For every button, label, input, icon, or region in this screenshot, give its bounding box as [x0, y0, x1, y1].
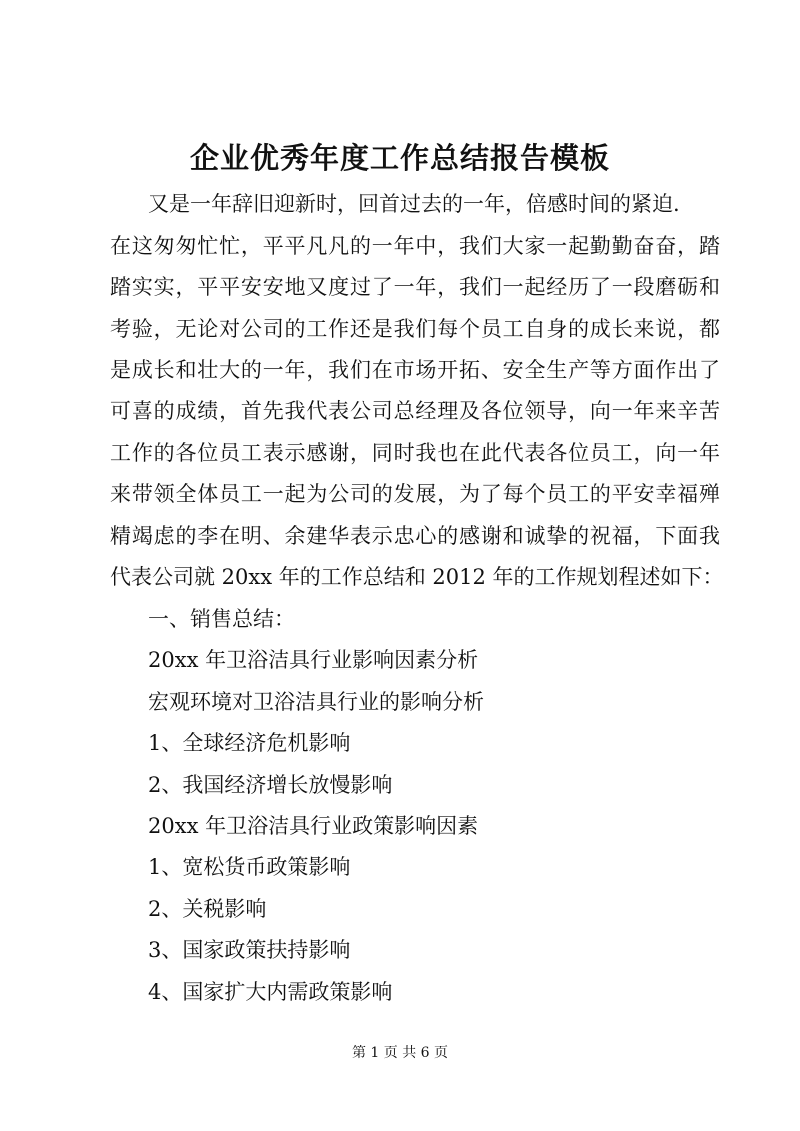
paragraph-line-8: 来带领全体员工一起为公司的发展，为了每个员工的平安幸福殚 — [110, 482, 720, 506]
list-item: 2、我国经济增长放慢影响 — [148, 773, 393, 797]
page-number-footer: 第 1 页 共 6 页 — [351, 1045, 449, 1061]
paragraph-line-9: 精竭虑的李在明、余建华表示忠心的感谢和诚挚的祝福，下面我 — [110, 524, 720, 548]
list-item: 宏观环境对卫浴洁具行业的影响分析 — [148, 690, 484, 714]
list-item: 4、国家扩大内需政策影响 — [148, 980, 393, 1004]
paragraph-line-1: 又是一年辞旧迎新时，回首过去的一年，倍感时间的紧迫. — [148, 192, 680, 216]
list-item: 1、宽松货币政策影响 — [148, 855, 351, 879]
paragraph-line-6: 可喜的成绩，首先我代表公司总经理及各位领导，向一年来辛苦 — [110, 399, 720, 423]
list-item: 一、销售总结： — [148, 607, 295, 631]
list-item: 3、国家政策扶持影响 — [148, 938, 351, 962]
list-item: 1、全球经济危机影响 — [148, 731, 351, 755]
document-title: 企业优秀年度工作总结报告模板 — [189, 141, 610, 175]
paragraph-line-4: 考验，无论对公司的工作还是我们每个员工自身的成长来说，都 — [110, 317, 720, 341]
list-item: 2、关税影响 — [148, 897, 267, 921]
paragraph-line-2: 在这匆匆忙忙，平平凡凡的一年中，我们大家一起勤勤奋奋，踏 — [110, 234, 720, 258]
paragraph-line-5: 是成长和壮大的一年，我们在市场开拓、安全生产等方面作出了 — [110, 358, 720, 382]
paragraph-line-3: 踏实实，平平安安地又度过了一年，我们一起经历了一段磨砺和 — [110, 275, 720, 299]
paragraph-line-10: 代表公司就 20xx 年的工作总结和 2012 年的工作规划程述如下： — [110, 565, 724, 589]
list-item: 20xx 年卫浴洁具行业影响因素分析 — [148, 648, 479, 672]
list-item: 20xx 年卫浴洁具行业政策影响因素 — [148, 814, 479, 838]
paragraph-line-7: 工作的各位员工表示感谢，同时我也在此代表各位员工，向一年 — [110, 441, 720, 465]
